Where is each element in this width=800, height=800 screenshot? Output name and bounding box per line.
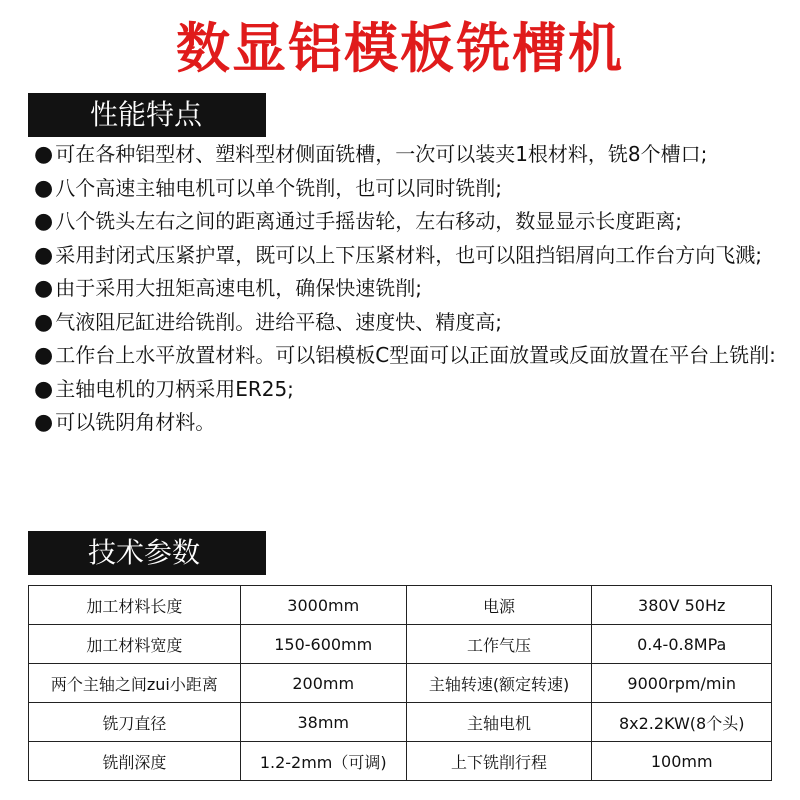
page-title: 数显铝模板铣槽机 [176, 17, 624, 80]
bullet-icon: ● [34, 343, 54, 368]
bullet-icon: ● [34, 142, 54, 167]
feature-text: 由于采用大扭矩高速电机，确保快速铣削; [55, 276, 422, 300]
spec-value: 200mm [240, 664, 406, 703]
spec-label: 电源 [406, 586, 592, 625]
specs-table [28, 585, 772, 781]
feature-item [34, 306, 780, 340]
table-row [29, 586, 772, 625]
bullet-icon: ● [34, 376, 54, 402]
spec-label: 铣削深度 [29, 742, 241, 781]
spec-label: 两个主轴之间zui小距离 [29, 664, 241, 703]
features-heading: 性能特点 [28, 93, 266, 137]
feature-text: 气液阻尼缸进给铣削。进给平稳、速度快、精度高; [55, 309, 502, 334]
bullet-icon: ● [34, 209, 54, 234]
table-row [29, 742, 772, 781]
feature-text: 采用封闭式压紧护罩，既可以上下压紧材料，也可以阻挡铝屑向工作台方向飞溅; [55, 242, 762, 267]
bullet-icon: ● [34, 309, 54, 335]
table-row [29, 703, 772, 742]
feature-item [34, 138, 780, 172]
spec-value: 0.4-0.8MPa [592, 625, 772, 664]
spec-label: 主轴转速(额定转速) [406, 664, 592, 703]
feature-item [34, 239, 780, 273]
spec-value: 9000rpm/min [592, 664, 772, 703]
bullet-icon: ● [34, 410, 54, 435]
feature-text: 工作台上水平放置材料。可以铝模板C型面可以正面放置或反面放置在平台上铣削: [55, 343, 776, 367]
spec-label: 加工材料长度 [29, 586, 241, 625]
spec-value: 380V 50Hz [592, 586, 772, 625]
spec-label: 铣刀直径 [29, 703, 241, 742]
spec-value: 38mm [240, 703, 406, 742]
bullet-icon: ● [34, 242, 54, 268]
feature-text: 可以铣阴角材料。 [55, 410, 216, 434]
feature-item [34, 406, 780, 440]
spec-label: 加工材料宽度 [29, 625, 241, 664]
feature-item [34, 172, 780, 206]
spec-label: 主轴电机 [406, 703, 592, 742]
bullet-icon: ● [34, 276, 54, 301]
spec-value: 3000mm [240, 586, 406, 625]
feature-item [34, 373, 780, 407]
specs-heading: 技术参数 [28, 531, 266, 575]
spec-value: 8x2.2KW(8个头) [592, 703, 772, 742]
feature-text: 八个高速主轴电机可以单个铣削，也可以同时铣削; [55, 175, 502, 200]
table-row [29, 664, 772, 703]
feature-item [34, 339, 780, 373]
spec-value: 150-600mm [240, 625, 406, 664]
spec-value: 100mm [592, 742, 772, 781]
bullet-icon: ● [34, 175, 54, 201]
feature-item [34, 205, 780, 239]
table-row [29, 625, 772, 664]
feature-text: 可在各种铝型材、塑料型材侧面铣槽，一次可以装夹1根材料，铣8个槽口; [55, 142, 708, 166]
feature-text: 八个铣头左右之间的距离通过手摇齿轮，左右移动，数显显示长度距离; [55, 209, 682, 233]
feature-item [34, 272, 780, 306]
features-list [34, 138, 780, 440]
feature-text: 主轴电机的刀柄采用ER25; [55, 376, 294, 401]
spec-label: 上下铣削行程 [406, 742, 592, 781]
spec-label: 工作气压 [406, 625, 592, 664]
spec-value: 1.2-2mm（可调) [240, 742, 406, 781]
